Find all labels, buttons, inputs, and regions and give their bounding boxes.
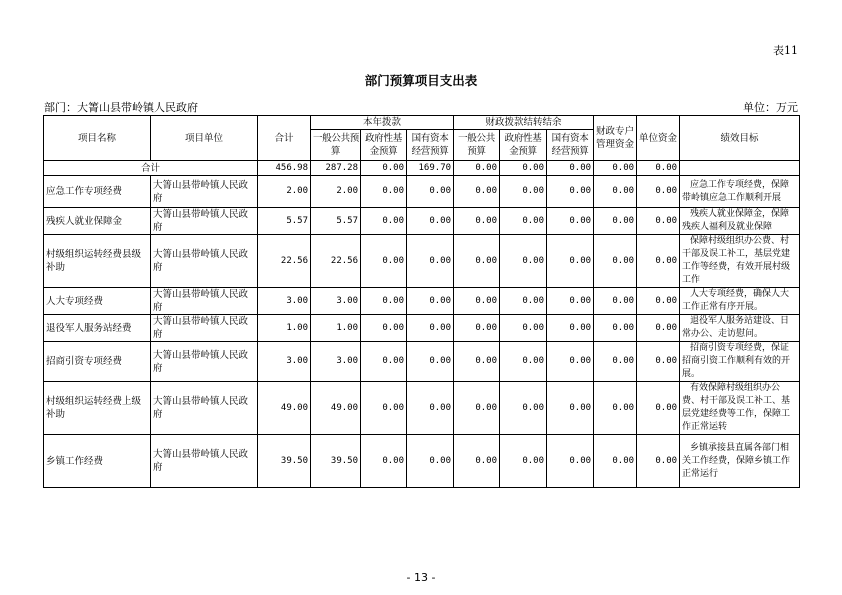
amount-cell: 0.00 <box>637 315 680 342</box>
project-name-cell: 村级组织运转经费县级补助 <box>44 235 151 288</box>
table-number: 表11 <box>773 44 798 57</box>
page-title: 部门预算项目支出表 <box>364 73 478 88</box>
amount-cell: 0.00 <box>594 208 637 235</box>
amount-cell: 0.00 <box>637 176 680 208</box>
col-group-carryover: 财政拨款结转结余 <box>454 116 594 130</box>
amount-cell: 49.00 <box>311 382 361 435</box>
amount-cell: 0.00 <box>594 382 637 435</box>
amount-cell: 0.00 <box>407 382 454 435</box>
project-name-cell: 应急工作专项经费 <box>44 176 151 208</box>
total-cell: 287.28 <box>311 161 361 176</box>
col-general-budget <box>311 130 361 161</box>
amount-cell: 0.00 <box>637 342 680 382</box>
amount-cell: 0.00 <box>407 315 454 342</box>
amount-cell: 0.00 <box>500 382 547 435</box>
col-general-budget-l2: 算 <box>330 146 341 157</box>
col-special-account <box>594 116 637 161</box>
amount-cell: 0.00 <box>500 288 547 315</box>
project-unit-cell: 大箐山县带岭镇人民政府 <box>151 435 258 488</box>
col-project-name: 项目名称 <box>44 116 151 161</box>
amount-cell: 0.00 <box>361 342 407 382</box>
amount-cell: 22.56 <box>258 235 311 288</box>
amount-cell: 3.00 <box>258 288 311 315</box>
col-project-unit: 项目单位 <box>151 116 258 161</box>
project-unit-cell: 大箐山县带岭镇人民政府 <box>151 176 258 208</box>
amount-cell: 0.00 <box>454 288 500 315</box>
total-goal-cell <box>680 161 800 176</box>
amount-cell: 0.00 <box>637 208 680 235</box>
amount-cell: 0.00 <box>547 208 594 235</box>
unit-label: 单位：万元 <box>743 101 798 114</box>
table-row <box>44 382 800 435</box>
performance-goal-cell: 退役军人服务站建设、日常办公、走访慰问。 <box>680 315 800 342</box>
amount-cell: 0.00 <box>454 435 500 488</box>
amount-cell: 0.00 <box>361 435 407 488</box>
col-carryover-general-l2: 预算 <box>467 146 486 157</box>
col-total: 合计 <box>258 116 311 161</box>
amount-cell: 5.57 <box>258 208 311 235</box>
project-name-cell: 残疾人就业保障金 <box>44 208 151 235</box>
project-unit-cell: 大箐山县带岭镇人民政府 <box>151 208 258 235</box>
project-unit-cell: 大箐山县带岭镇人民政府 <box>151 288 258 315</box>
col-capital-budget-l2: 经营预算 <box>411 146 449 157</box>
col-carryover-general <box>454 130 500 161</box>
col-capital-budget <box>407 130 454 161</box>
amount-cell: 3.00 <box>311 342 361 382</box>
col-fund-budget-l1: 政府性基 <box>365 133 402 144</box>
amount-cell: 0.00 <box>594 342 637 382</box>
project-name-cell: 人大专项经费 <box>44 288 151 315</box>
amount-cell: 0.00 <box>637 288 680 315</box>
amount-cell: 0.00 <box>547 435 594 488</box>
total-cell: 0.00 <box>361 161 407 176</box>
performance-goal-cell: 保障村级组织办公费、村干部及误工补工，基层党建工作等经费，有效开展村级工作 <box>680 235 800 288</box>
amount-cell: 0.00 <box>361 315 407 342</box>
total-cell: 456.98 <box>258 161 311 176</box>
amount-cell: 0.00 <box>361 382 407 435</box>
project-unit-cell: 大箐山县带岭镇人民政府 <box>151 382 258 435</box>
performance-goal-cell: 招商引资专项经费，保证招商引资工作顺利有效的开展。 <box>680 342 800 382</box>
col-fund-budget <box>361 130 407 161</box>
project-unit-cell: 大箐山县带岭镇人民政府 <box>151 342 258 382</box>
amount-cell: 5.57 <box>311 208 361 235</box>
amount-cell: 0.00 <box>547 288 594 315</box>
col-capital-budget-l1: 国有资本 <box>411 133 449 144</box>
total-row <box>44 161 800 176</box>
amount-cell: 0.00 <box>547 176 594 208</box>
total-cell: 169.70 <box>407 161 454 176</box>
project-name-cell: 退役军人服务站经费 <box>44 315 151 342</box>
total-label: 合计 <box>44 161 258 176</box>
table-row <box>44 315 800 342</box>
col-carryover-general-l1: 一般公共 <box>458 133 495 144</box>
col-carryover-fund-l2: 金预算 <box>509 146 537 157</box>
amount-cell: 3.00 <box>311 288 361 315</box>
performance-goal-cell: 人大专项经费，确保人大工作正常有序开展。 <box>680 288 800 315</box>
col-group-current-year: 本年拨款 <box>311 116 454 130</box>
table-row <box>44 208 800 235</box>
amount-cell: 0.00 <box>407 288 454 315</box>
amount-cell: 0.00 <box>547 342 594 382</box>
table-row <box>44 176 800 208</box>
total-cell: 0.00 <box>637 161 680 176</box>
amount-cell: 0.00 <box>594 435 637 488</box>
amount-cell: 0.00 <box>407 208 454 235</box>
amount-cell: 0.00 <box>407 235 454 288</box>
col-special-account-l2: 管理资金 <box>596 139 635 150</box>
amount-cell: 2.00 <box>311 176 361 208</box>
col-performance-goal: 绩效目标 <box>680 116 800 161</box>
amount-cell: 0.00 <box>547 382 594 435</box>
project-unit-cell: 大箐山县带岭镇人民政府 <box>151 315 258 342</box>
project-name-cell: 乡镇工作经费 <box>44 435 151 488</box>
total-cell: 0.00 <box>454 161 500 176</box>
table-row <box>44 288 800 315</box>
amount-cell: 0.00 <box>637 235 680 288</box>
amount-cell: 2.00 <box>258 176 311 208</box>
col-general-budget-l1: 一般公共预 <box>313 133 360 144</box>
amount-cell: 0.00 <box>454 235 500 288</box>
amount-cell: 0.00 <box>637 382 680 435</box>
col-fund-budget-l2: 金预算 <box>369 146 398 157</box>
project-expenditure-table <box>43 115 800 488</box>
amount-cell: 0.00 <box>594 288 637 315</box>
amount-cell: 0.00 <box>407 176 454 208</box>
amount-cell: 0.00 <box>500 342 547 382</box>
amount-cell: 39.50 <box>258 435 311 488</box>
project-name-cell: 招商引资专项经费 <box>44 342 151 382</box>
project-name-cell: 村级组织运转经费上级补助 <box>44 382 151 435</box>
amount-cell: 22.56 <box>311 235 361 288</box>
amount-cell: 0.00 <box>361 176 407 208</box>
department-label: 部门：大箐山县带岭镇人民政府 <box>44 101 198 114</box>
amount-cell: 0.00 <box>594 315 637 342</box>
amount-cell: 0.00 <box>454 176 500 208</box>
project-unit-cell: 大箐山县带岭镇人民政府 <box>151 235 258 288</box>
amount-cell: 0.00 <box>407 342 454 382</box>
performance-goal-cell: 残疾人就业保障金，保障残疾人福利及就业保障 <box>680 208 800 235</box>
amount-cell: 0.00 <box>500 208 547 235</box>
col-carryover-fund-l1: 政府性基 <box>504 133 542 144</box>
amount-cell: 0.00 <box>500 176 547 208</box>
amount-cell: 39.50 <box>311 435 361 488</box>
col-unit-funds: 单位资金 <box>637 116 680 161</box>
total-cell: 0.00 <box>594 161 637 176</box>
amount-cell: 0.00 <box>500 235 547 288</box>
col-carryover-capital <box>547 130 594 161</box>
amount-cell: 0.00 <box>500 435 547 488</box>
amount-cell: 0.00 <box>594 235 637 288</box>
table-row <box>44 435 800 488</box>
col-special-account-l1: 财政专户 <box>596 126 635 137</box>
amount-cell: 49.00 <box>258 382 311 435</box>
amount-cell: 0.00 <box>361 288 407 315</box>
amount-cell: 3.00 <box>258 342 311 382</box>
amount-cell: 0.00 <box>454 382 500 435</box>
amount-cell: 0.00 <box>454 208 500 235</box>
table-row <box>44 342 800 382</box>
amount-cell: 0.00 <box>361 235 407 288</box>
amount-cell: 0.00 <box>454 315 500 342</box>
page-number: - 13 - <box>406 571 436 584</box>
amount-cell: 0.00 <box>637 435 680 488</box>
total-cell: 0.00 <box>500 161 547 176</box>
performance-goal-cell: 有效保障村级组织办公费、村干部及误工补工、基层党建经费等工作，保障工作正常运转 <box>680 382 800 435</box>
amount-cell: 0.00 <box>454 342 500 382</box>
col-carryover-capital-l1: 国有资本 <box>551 133 589 144</box>
amount-cell: 0.00 <box>594 176 637 208</box>
amount-cell: 0.00 <box>547 315 594 342</box>
amount-cell: 0.00 <box>547 235 594 288</box>
amount-cell: 0.00 <box>361 208 407 235</box>
table-row <box>44 235 800 288</box>
performance-goal-cell: 应急工作专项经费，保障带岭镇应急工作顺利开展 <box>680 176 800 208</box>
total-cell: 0.00 <box>547 161 594 176</box>
amount-cell: 1.00 <box>258 315 311 342</box>
performance-goal-cell: 乡镇承接县直属各部门相关工作经费，保障乡镇工作正常运行 <box>680 435 800 488</box>
amount-cell: 0.00 <box>500 315 547 342</box>
col-carryover-capital-l2: 经营预算 <box>551 146 589 157</box>
amount-cell: 1.00 <box>311 315 361 342</box>
col-carryover-fund <box>500 130 547 161</box>
amount-cell: 0.00 <box>407 435 454 488</box>
